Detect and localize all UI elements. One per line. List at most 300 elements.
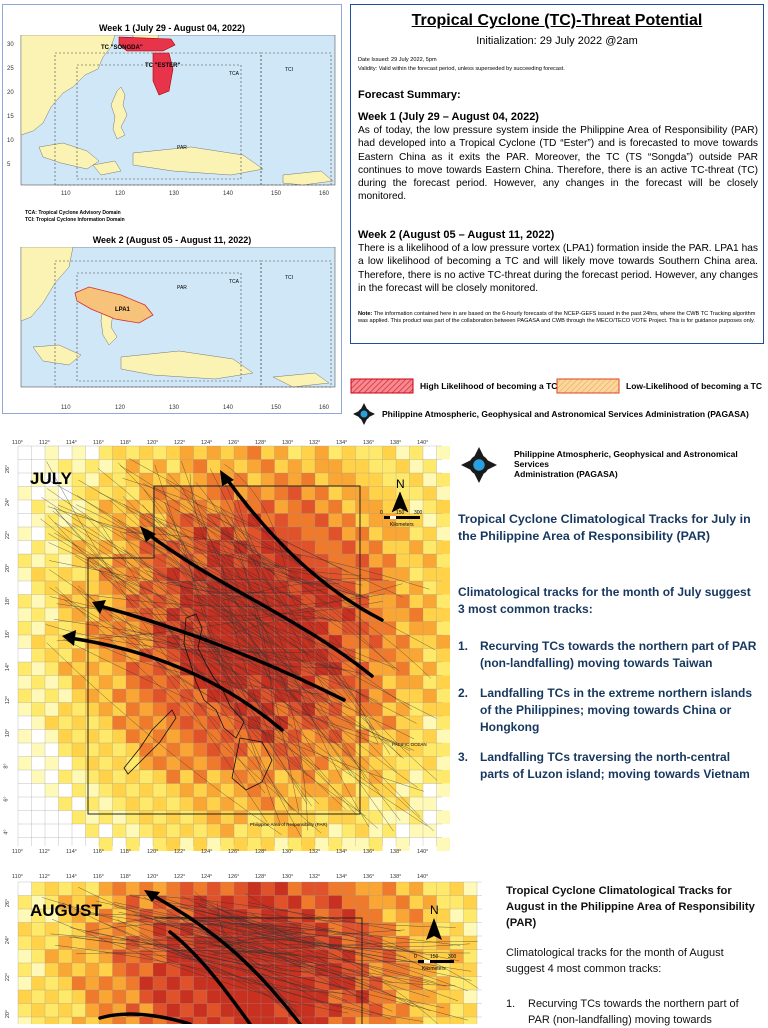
- heat-cell: [32, 743, 46, 757]
- heat-cell: [194, 730, 208, 744]
- heat-cell: [383, 936, 397, 950]
- heat-cell: [32, 595, 46, 609]
- heat-cell: [464, 1017, 478, 1024]
- heat-cell: [288, 460, 302, 474]
- heat-cell: [369, 963, 383, 977]
- heat-cell: [221, 882, 235, 896]
- heat-cell: [342, 909, 356, 923]
- heat-cell: [248, 882, 262, 896]
- heat-cell: [342, 581, 356, 595]
- heat-cell: [45, 554, 59, 568]
- heat-cell: [59, 743, 73, 757]
- heat-cell: [113, 950, 127, 964]
- heat-cell: [207, 743, 221, 757]
- heat-cell: [113, 990, 127, 1004]
- heat-cell: [423, 703, 437, 717]
- heat-cell: [18, 568, 32, 582]
- heat-cell: [86, 1004, 100, 1018]
- heat-cell: [126, 662, 140, 676]
- heat-cell: [275, 950, 289, 964]
- heat-cell: [342, 622, 356, 636]
- heat-cell: [410, 923, 424, 937]
- heat-cell: [99, 527, 113, 541]
- heat-cell: [369, 635, 383, 649]
- heat-cell: [315, 784, 329, 798]
- heat-cell: [450, 936, 464, 950]
- heat-cell: [140, 541, 154, 555]
- axis-tick-label: 112°: [39, 440, 50, 446]
- heat-cell: [72, 581, 86, 595]
- heat-cell: [99, 703, 113, 717]
- heat-cell: [437, 811, 451, 825]
- heat-cell: [194, 882, 208, 896]
- axis-tick-label: 112°: [39, 849, 50, 855]
- heat-cell: [369, 977, 383, 991]
- heat-cell: [72, 568, 86, 582]
- heat-cell: [437, 473, 451, 487]
- heat-cell: [315, 514, 329, 528]
- heat-cell: [234, 824, 248, 838]
- heat-cell: [396, 730, 410, 744]
- axis-tick-label: 20°: [5, 563, 12, 573]
- axis-tick-label: 22°: [5, 530, 12, 540]
- domain-legend: TCA: Tropical Cyclone Advisory Domain TCI: Tropical Cyclone Information Domain: [25, 210, 125, 223]
- heat-cell: [302, 909, 316, 923]
- heat-cell: [396, 1004, 410, 1018]
- axis-tick-label: 24°: [5, 935, 12, 945]
- heat-cell: [342, 977, 356, 991]
- week2-map: [3, 247, 341, 397]
- heat-cell: [464, 909, 478, 923]
- heat-cell: [45, 500, 59, 514]
- heat-cell: [18, 554, 32, 568]
- heat-cell: [140, 963, 154, 977]
- heat-cell: [99, 676, 113, 690]
- svg-text:150: 150: [430, 954, 439, 960]
- heat-cell: [153, 460, 167, 474]
- heat-cell: [18, 757, 32, 771]
- heat-cell: [410, 824, 424, 838]
- heat-cell: [396, 649, 410, 663]
- pagasa-logo-icon-2: [461, 447, 497, 483]
- heat-cell: [140, 797, 154, 811]
- heat-cell: [153, 990, 167, 1004]
- heat-cell: [410, 770, 424, 784]
- week1-heading: Week 1 (July 29 – August 04, 2022): [358, 111, 539, 123]
- heat-cell: [126, 936, 140, 950]
- week2-text: There is a likelihood of a low pressure vortex (LPA1) formation inside the PAR. LPA1 has a low likelihood of becoming a TC and will likely move towards Southern China area. Therefore, there is no active TC-threat during the forecast period. However, any changes in the forecast will be closely monitored.: [358, 243, 758, 294]
- axis-tick-label: 112°: [39, 874, 50, 880]
- heat-cell: [45, 990, 59, 1004]
- heat-cell: [342, 473, 356, 487]
- heat-cell: [383, 689, 397, 703]
- heat-cell: [140, 990, 154, 1004]
- heat-cell: [437, 527, 451, 541]
- heat-cell: [126, 622, 140, 636]
- heat-cell: [72, 689, 86, 703]
- heat-cell: [180, 990, 194, 1004]
- heat-cell: [342, 514, 356, 528]
- heat-cell: [410, 797, 424, 811]
- axis-tick-label: 132°: [309, 440, 321, 446]
- heat-cell: [356, 527, 370, 541]
- heat-cell: [99, 514, 113, 528]
- heat-cell: [342, 662, 356, 676]
- heat-cell: [140, 500, 154, 514]
- heat-cell: [369, 527, 383, 541]
- heat-cell: [410, 689, 424, 703]
- heat-cell: [315, 757, 329, 771]
- axis-tick-label: 128°: [255, 849, 267, 855]
- july-x-axis-bottom: [0, 849, 450, 859]
- axis-tick-label: 122°: [174, 440, 186, 446]
- heat-cell: [140, 784, 154, 798]
- heat-cell: [153, 770, 167, 784]
- heat-cell: [288, 473, 302, 487]
- heat-cell: [396, 716, 410, 730]
- heat-cell: [126, 1017, 140, 1024]
- heat-cell: [383, 716, 397, 730]
- heat-cell: [140, 568, 154, 582]
- heat-cell: [423, 649, 437, 663]
- heat-cell: [167, 473, 181, 487]
- heat-cell: [342, 797, 356, 811]
- heat-cell: [329, 514, 343, 528]
- svg-text:300: 300: [448, 954, 457, 960]
- heat-cell: [356, 514, 370, 528]
- heat-cell: [126, 689, 140, 703]
- tca-label: TCA: [229, 71, 239, 77]
- validity: Validity: Valid within the forecast period, unless superseded by succeeding forecast.: [358, 66, 565, 72]
- heat-cell: [194, 1004, 208, 1018]
- heat-cell: [45, 703, 59, 717]
- heat-cell: [261, 1017, 275, 1024]
- heat-cell: [410, 882, 424, 896]
- heat-cell: [194, 784, 208, 798]
- axis-tick-label: 10°: [5, 728, 12, 738]
- heat-cell: [32, 500, 46, 514]
- heat-cell: [410, 730, 424, 744]
- heat-cell: [315, 896, 329, 910]
- heat-cell: [167, 757, 181, 771]
- heat-cell: [261, 568, 275, 582]
- heat-cell: [72, 473, 86, 487]
- heat-cell: [383, 635, 397, 649]
- heat-cell: [315, 541, 329, 555]
- heat-cell: [180, 784, 194, 798]
- heat-cell: [126, 896, 140, 910]
- heat-cell: [464, 923, 478, 937]
- heat-cell: [153, 784, 167, 798]
- heat-cell: [180, 460, 194, 474]
- heat-cell: [315, 1004, 329, 1018]
- heat-cell: [167, 797, 181, 811]
- heat-cell: [72, 608, 86, 622]
- heat-cell: [32, 977, 46, 991]
- axis-tick-label: 26°: [5, 898, 12, 908]
- heat-cell: [437, 977, 451, 991]
- axis-tick-label: 130°: [282, 849, 294, 855]
- heat-cell: [423, 824, 437, 838]
- heat-cell: [32, 1017, 46, 1024]
- august-track-map: [0, 872, 490, 1024]
- heat-cell: [99, 581, 113, 595]
- heat-cell: [410, 716, 424, 730]
- heat-cell: [396, 581, 410, 595]
- heat-cell: [315, 770, 329, 784]
- heat-cell: [126, 811, 140, 825]
- axis-tick-label: 24°: [5, 497, 12, 507]
- axis-tick-label: 134°: [336, 874, 348, 880]
- heat-cell: [32, 963, 46, 977]
- heat-cell: [167, 460, 181, 474]
- lpa1-label: LPA1: [115, 307, 130, 313]
- heat-cell: [329, 977, 343, 991]
- august-y-axis: [4, 880, 18, 1024]
- agency-name: Philippine Atmospheric, Geophysical and Astronomical Services Administration (PAGASA): [382, 409, 749, 419]
- heat-cell: [207, 473, 221, 487]
- heat-cell: [369, 936, 383, 950]
- heat-cell: [194, 473, 208, 487]
- heat-cell: [59, 936, 73, 950]
- heat-cell: [396, 784, 410, 798]
- july-x-axis-top: [0, 440, 450, 450]
- heat-cell: [423, 990, 437, 1004]
- heat-cell: [342, 541, 356, 555]
- july-intro: Climatological tracks for the month of July suggest 3 most common tracks:: [458, 585, 751, 616]
- heat-cell: [342, 527, 356, 541]
- heat-cell: [18, 635, 32, 649]
- heat-cell: [369, 473, 383, 487]
- heat-cell: [32, 716, 46, 730]
- heat-cell: [32, 608, 46, 622]
- heat-cell: [396, 757, 410, 771]
- heat-cell: [194, 797, 208, 811]
- heat-cell: [126, 882, 140, 896]
- aug-km-label: Kilometers: [422, 966, 446, 972]
- heat-cell: [329, 487, 343, 501]
- heat-cell: [18, 703, 32, 717]
- heat-cell: [234, 896, 248, 910]
- heat-cell: [423, 1017, 437, 1024]
- heat-cell: [59, 581, 73, 595]
- heat-cell: [126, 977, 140, 991]
- heat-cell: [302, 608, 316, 622]
- heat-cell: [275, 797, 289, 811]
- heat-cell: [369, 703, 383, 717]
- heat-cell: [288, 963, 302, 977]
- axis-tick-label: 110°: [12, 874, 23, 880]
- heat-cell: [450, 1017, 464, 1024]
- heat-cell: [86, 990, 100, 1004]
- august-intro: Climatological tracks for the month of August suggest 4 most common tracks:: [506, 947, 724, 975]
- heat-cell: [464, 896, 478, 910]
- heat-cell: [72, 527, 86, 541]
- agency-name-2: Philippine Atmospheric, Geophysical and Astronomical Services Administration (PAGASA): [514, 449, 738, 479]
- heat-cell: [396, 811, 410, 825]
- heat-cell: [410, 936, 424, 950]
- heat-cell: [275, 770, 289, 784]
- heat-cell: [342, 703, 356, 717]
- heat-cell: [234, 460, 248, 474]
- heat-cell: [126, 703, 140, 717]
- heat-cell: [410, 676, 424, 690]
- svg-text:0: 0: [414, 954, 417, 960]
- heat-cell: [180, 473, 194, 487]
- heat-cell: [18, 923, 32, 937]
- heat-cell: [248, 527, 262, 541]
- heat-cell: [288, 784, 302, 798]
- heat-cell: [86, 936, 100, 950]
- heat-cell: [59, 990, 73, 1004]
- heat-cell: [369, 990, 383, 1004]
- heat-cell: [72, 1017, 86, 1024]
- heat-cell: [396, 460, 410, 474]
- axis-tick-label: 116°: [93, 440, 104, 446]
- heat-cell: [113, 743, 127, 757]
- heat-cell: [86, 527, 100, 541]
- heat-cell: [383, 608, 397, 622]
- heat-cell: [72, 950, 86, 964]
- heat-cell: [99, 882, 113, 896]
- heat-cell: [32, 936, 46, 950]
- heat-cell: [59, 689, 73, 703]
- heat-cell: [126, 797, 140, 811]
- heat-cell: [437, 770, 451, 784]
- heat-cell: [153, 743, 167, 757]
- heat-cell: [72, 990, 86, 1004]
- heat-cell: [32, 950, 46, 964]
- heat-cell: [315, 487, 329, 501]
- heat-cell: [315, 1017, 329, 1024]
- heat-cell: [167, 977, 181, 991]
- heat-cell: [18, 689, 32, 703]
- heat-cell: [342, 990, 356, 1004]
- heat-cell: [396, 923, 410, 937]
- heat-cell: [450, 977, 464, 991]
- heat-cell: [113, 977, 127, 991]
- heat-cell: [383, 757, 397, 771]
- heat-cell: [423, 514, 437, 528]
- heat-cell: [59, 703, 73, 717]
- heat-cell: [113, 1017, 127, 1024]
- heat-cell: [248, 743, 262, 757]
- par-label-week2: PAR: [177, 285, 187, 291]
- heat-cell: [180, 896, 194, 910]
- august-heading: Tropical Cyclone Climatological Tracks for August in the Philippine Area of Responsibility (PAR): [506, 885, 755, 929]
- heat-cell: [410, 977, 424, 991]
- heat-cell: [167, 649, 181, 663]
- heat-cell: [18, 963, 32, 977]
- heat-cell: [261, 1004, 275, 1018]
- forecast-summary-panel: [350, 4, 764, 344]
- heat-cell: [383, 797, 397, 811]
- heat-cell: [248, 770, 262, 784]
- heat-cell: [180, 977, 194, 991]
- heat-cell: [383, 595, 397, 609]
- heat-cell: [261, 473, 275, 487]
- axis-tick-label: 140°: [417, 874, 429, 880]
- heat-cell: [167, 990, 181, 1004]
- heat-cell: [356, 473, 370, 487]
- axis-tick-label: 130°: [282, 874, 294, 880]
- heat-cell: [59, 568, 73, 582]
- july-north-label: N: [396, 477, 405, 491]
- heat-cell: [464, 950, 478, 964]
- heat-cell: [302, 473, 316, 487]
- heat-cell: [113, 797, 127, 811]
- heat-cell: [99, 977, 113, 991]
- heat-cell: [167, 743, 181, 757]
- heat-cell: [113, 487, 127, 501]
- heat-cell: [302, 882, 316, 896]
- heat-cell: [99, 963, 113, 977]
- heat-cell: [221, 784, 235, 798]
- axis-tick-label: 118°: [120, 849, 131, 855]
- heat-cell: [113, 676, 127, 690]
- heat-cell: [329, 527, 343, 541]
- heat-cell: [59, 1017, 73, 1024]
- heat-cell: [113, 689, 127, 703]
- heat-cell: [113, 473, 127, 487]
- heat-cell: [194, 743, 208, 757]
- heat-cell: [59, 608, 73, 622]
- heat-cell: [207, 487, 221, 501]
- heat-cell: [356, 554, 370, 568]
- heat-cell: [275, 1017, 289, 1024]
- heat-cell: [275, 473, 289, 487]
- heat-cell: [45, 936, 59, 950]
- heat-cell: [342, 784, 356, 798]
- heat-cell: [86, 1017, 100, 1024]
- heat-cell: [167, 1004, 181, 1018]
- heat-cell: [167, 824, 181, 838]
- heat-cell: [302, 595, 316, 609]
- heat-cell: [464, 1004, 478, 1018]
- heat-cell: [356, 882, 370, 896]
- heat-cell: [329, 896, 343, 910]
- heat-cell: [383, 896, 397, 910]
- heat-cell: [423, 662, 437, 676]
- heat-cell: [356, 784, 370, 798]
- heat-cell: [437, 568, 451, 582]
- heat-cell: [72, 649, 86, 663]
- svg-text:300: 300: [414, 510, 423, 516]
- heat-cell: [383, 950, 397, 964]
- heat-cell: [207, 689, 221, 703]
- heat-cell: [275, 963, 289, 977]
- svg-text:0: 0: [380, 510, 383, 516]
- heat-cell: [32, 649, 46, 663]
- heat-cell: [180, 514, 194, 528]
- heat-cell: [18, 977, 32, 991]
- heat-cell: [221, 797, 235, 811]
- heat-cell: [32, 554, 46, 568]
- heat-cell: [207, 811, 221, 825]
- heat-cell: [342, 770, 356, 784]
- heat-cell: [396, 635, 410, 649]
- august-track-list: [506, 996, 762, 1028]
- heat-cell: [288, 514, 302, 528]
- heat-cell: [437, 1017, 451, 1024]
- heat-cell: [99, 757, 113, 771]
- heat-cell: [423, 689, 437, 703]
- heat-cell: [180, 635, 194, 649]
- heat-cell: [153, 909, 167, 923]
- heat-cell: [302, 500, 316, 514]
- heat-cell: [140, 662, 154, 676]
- heat-cell: [113, 568, 127, 582]
